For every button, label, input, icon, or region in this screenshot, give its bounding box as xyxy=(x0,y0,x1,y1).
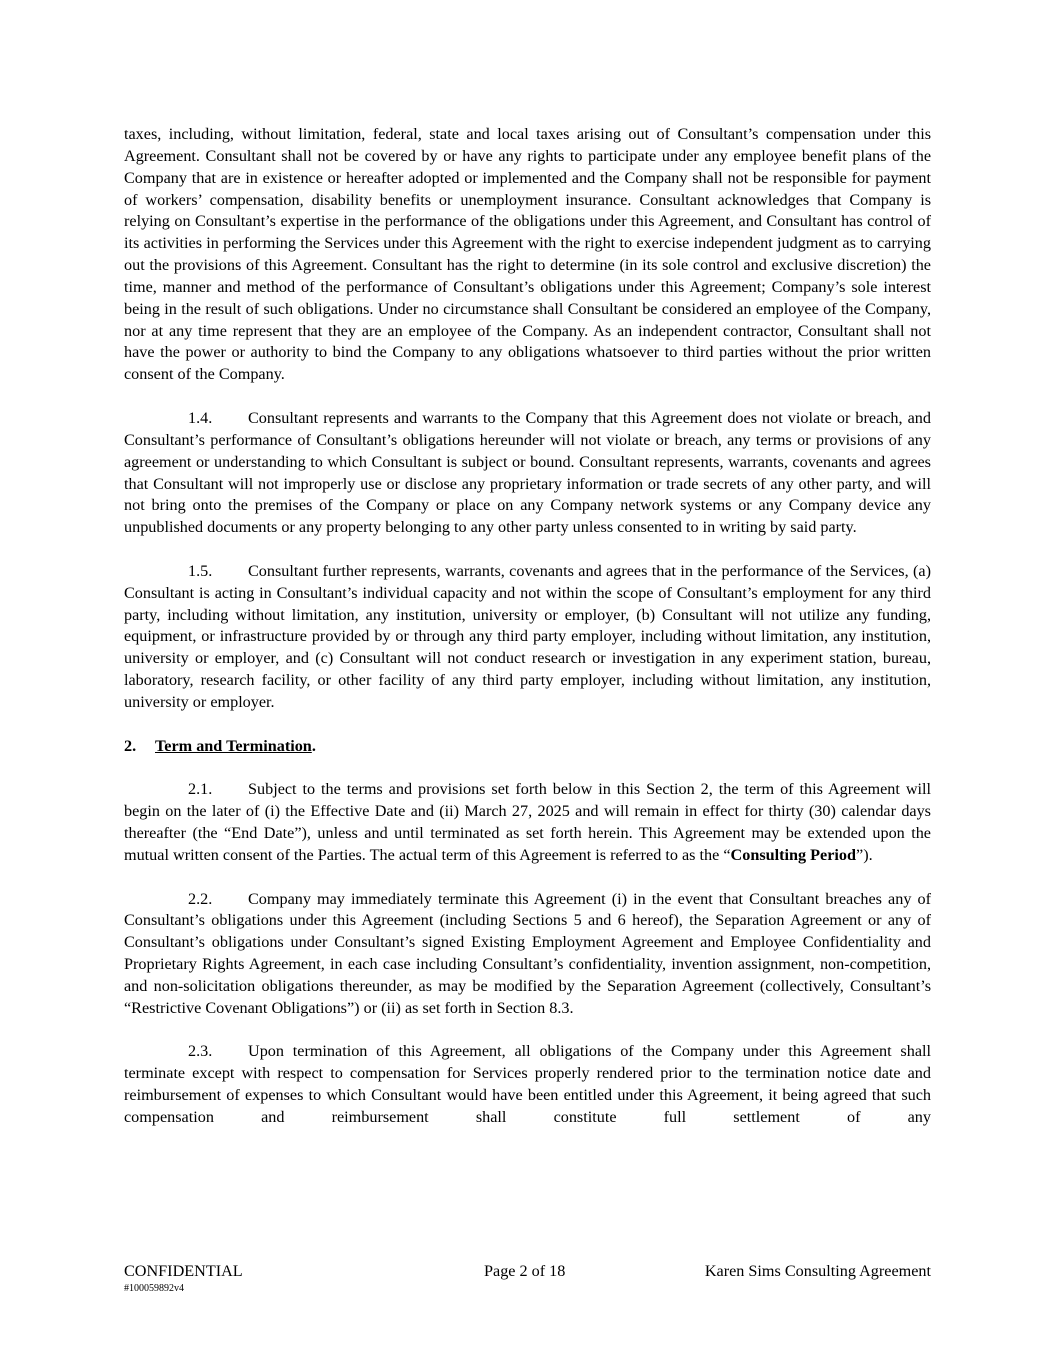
section-2-2 xyxy=(124,889,931,1020)
paragraph-1-3-continued: taxes, including, without limitation, federal, state and local taxes arising out of Consultant’s compensation under this Agreement. Consultant shall not be covered by or have any rights to participate under any employee benefit plans of the Company that are in existence or hereafter adopted or implemented and the Company shall not be responsible for payment of workers’ compensation, disability benefits or unemployment insurance. Consultant acknowledges that Company is relying on Consultant’s expertise in the performance of the obligations under this Agreement, and Consultant has control of its activities in performing the Services under this Agreement with the right to exercise independent judgment as to carrying out the provisions of this Agreement. Consultant has the right to determine (in its sole control and exclusive discretion) the time, manner and method of the performance of Consultant’s obligations under this Agreement; Company’s sole interest being in the result of such obligations. Under no circumstance shall Consultant be considered an employee of the Company, nor at any time represent that they are an employee of the Company. As an independent contractor, Consultant shall not have the power or authority to bind the Company to any obligations whatsoever to third parties without the prior written consent of the Company. xyxy=(124,125,931,384)
heading-number: 2. xyxy=(124,736,137,755)
document-id: #100059892v4 xyxy=(124,1283,184,1294)
section-text: Company may immediately terminate this Agreement (i) in the event that Consultant breaches any of Consultant’s obligations under this Agreement (including Sections 5 and 6 hereof), the Separation Agreement or any of Consultant’s obligations under Consultant’s signed Existing Employment Agreement and Employee Confidentiality and Proprietary Rights Agreement, in each case including Consultant’s confidentiality, invention assignment, non-competition, and non-solicitation obligations thereunder, as may be modified by the Separation Agreement (collectively, Consultant’s “Restrictive Covenant Obligations”) or (ii) as set forth in Section 8.3. xyxy=(124,889,931,1017)
section-2-heading xyxy=(124,736,931,758)
section-text-end: ”). xyxy=(856,845,873,864)
section-text: Consultant represents and warrants to the Company that this Agreement does not violate or breach, and Consultant’s performance of Consultant’s obligations hereunder will not violate or breach, any terms or provisions of any agreement or understanding to which Consultant is subject or bound. Consultant represents, warrants, covenants and agrees that Consultant will not improperly use or disclose any proprietary information or trade secrets of any other party, and will not bring onto the premises of the Company or place on any Company network systems or any Company device any unpublished documents or any property belonging to any other party unless consented to in writing by said party. xyxy=(124,408,931,537)
section-number: 1.4. xyxy=(188,408,213,427)
section-text: Upon termination of this Agreement, all obligations of the Company under this Agreement shall terminate except with respect to compensation for Services properly rendered prior to the termination notice date and reimbursement of expenses to which Consultant would have been entitled under this Agreement, it being agreed that such compensation and reimbursement shall constitute full settlement of any xyxy=(124,1042,931,1126)
document-page xyxy=(124,124,931,1151)
defined-term: Consulting Period xyxy=(730,845,857,864)
section-text: Subject to the terms and provisions set forth below in this Section 2, the term of this Agreement will begin on the later of (i) the Effective Date and (ii) March 27, 2025 and will remain in effect for thirty (30) calendar days thereafter (the “End Date”), unless and until terminated as set forth herein. This Agreement may be extended upon the mutual written consent of the Parties. The actual term of this Agreement is referred to as the “ xyxy=(124,780,931,864)
section-text: Consultant further represents, warrants, covenants and agrees that in the performance of the Services, (a) Consultant is acting in Consultant’s individual capacity and not within the scope of Consultant’s employment for any third party, including without limitation, any institution, university or employer, (b) Consultant will not utilize any funding, equipment, or infrastructure provided by or through any third party employer, including without limitation, any institution, university or employer, and (c) Consultant will not conduct research or investigation in any experiment station, bureau, laboratory, research facility, or other facility of any third party employer, including without limitation, any institution, university or employer. xyxy=(124,561,931,711)
section-2-3 xyxy=(124,1041,931,1128)
section-number: 1.5. xyxy=(188,561,213,580)
heading-title: Term and Termination xyxy=(155,736,312,755)
page-number: Page 2 of 18 xyxy=(484,1262,566,1280)
section-number: 2.3. xyxy=(188,1042,213,1061)
heading-period: . xyxy=(311,736,316,755)
section-number: 2.1. xyxy=(188,780,213,799)
section-number: 2.2. xyxy=(188,889,213,908)
section-1-4 xyxy=(124,408,931,539)
document-title: Karen Sims Consulting Agreement xyxy=(704,1262,931,1280)
section-1-5 xyxy=(124,561,931,714)
confidential-label: CONFIDENTIAL xyxy=(124,1262,243,1280)
section-2-1 xyxy=(124,779,931,866)
